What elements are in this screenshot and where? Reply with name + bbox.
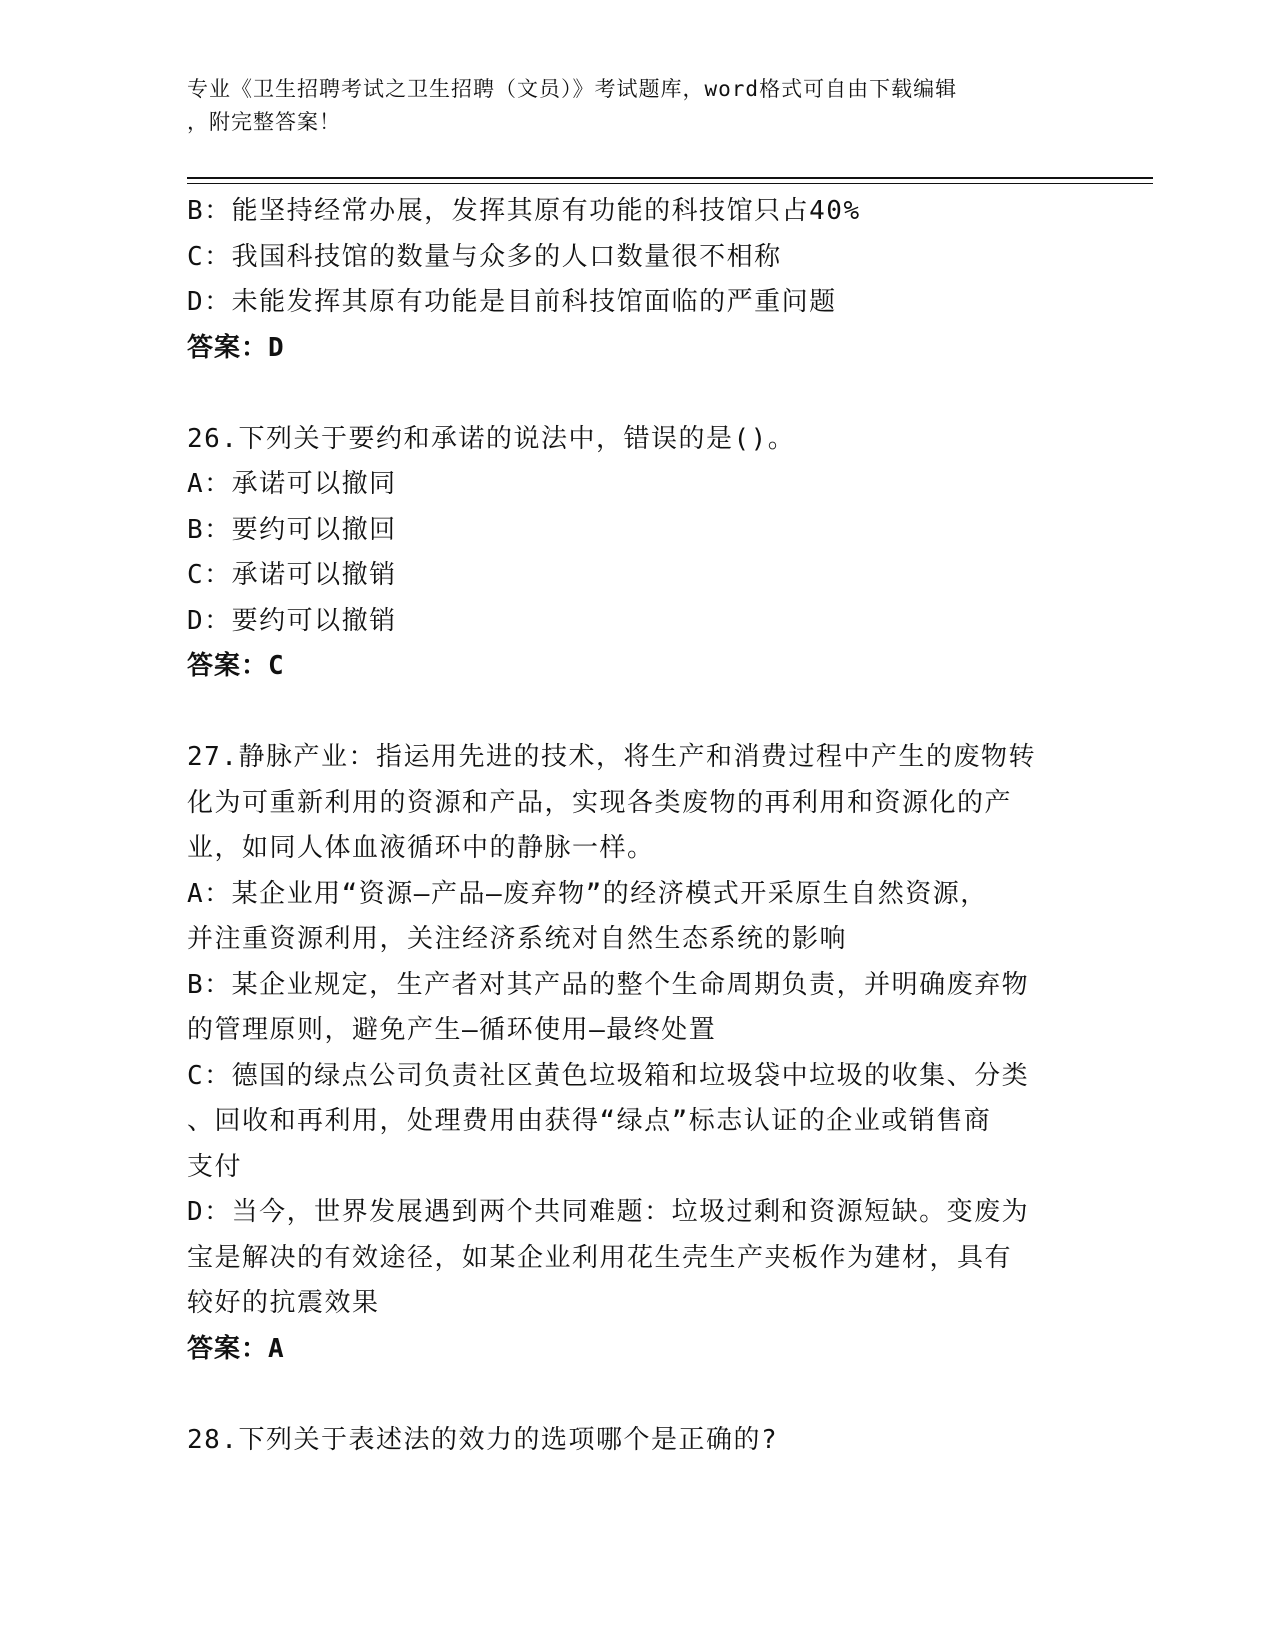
question-stem-line: 27.静脉产业：指运用先进的技术，将生产和消费过程中产生的废物转 [187,742,1036,772]
question-content [187,189,1087,1463]
question-spacer [187,1372,1087,1418]
option-b-line: 的管理原则，避免产生—循环使用—最终处置 [187,1015,717,1045]
question-25 [187,189,1087,371]
option-b: B：要约可以撤回 [187,514,397,545]
question-stem-line: 化为可重新利用的资源和产品，实现各类废物的再利用和资源化的产 [187,787,1013,818]
question-spacer [187,371,1087,417]
option-c-line: C：德国的绿点公司负责社区黄色垃圾箱和垃圾袋中垃圾的收集、分类 [187,1060,1030,1091]
header-line-1: 专业《卫生招聘考试之卫生招聘（文员）》考试题库，word格式可自由下载编辑 [187,77,958,101]
option-d-line: D：当今，世界发展遇到两个共同难题：垃圾过剩和资源短缺。变废为 [187,1197,1030,1227]
answer-line: 答案：D [187,332,285,363]
question-stem: 28.下列关于表述法的效力的选项哪个是正确的? [187,1424,779,1455]
header-divider-thick [187,177,1153,179]
option-d: D：要约可以撤销 [187,605,397,636]
question-26 [187,417,1087,690]
option-c-line: 、回收和再利用，处理费用由获得“绿点”标志认证的企业或销售商 [187,1106,992,1136]
option-d: D：未能发挥其原有功能是目前科技馆面临的严重问题 [187,287,837,317]
option-d-line: 较好的抗震效果 [187,1288,380,1318]
option-d-line: 宝是解决的有效途径，如某企业利用花生壳生产夹板作为建材，具有 [187,1242,1013,1273]
option-c: C：我国科技馆的数量与众多的人口数量很不相称 [187,241,782,272]
answer-line: 答案：C [187,651,285,681]
document-header [187,73,1067,139]
option-b-line: B：某企业规定，生产者对其产品的整个生命周期负责，并明确废弃物 [187,969,1030,1000]
option-a-line: A：某企业用“资源—产品—废弃物”的经济模式开采原生自然资源， [187,878,988,909]
answer-line: 答案：A [187,1333,285,1364]
question-stem-line: 业，如同人体血液循环中的静脉一样。 [187,833,655,863]
option-c-line: 支付 [187,1151,243,1182]
question-28 [187,1418,1087,1464]
header-divider-thin [187,183,1153,184]
question-27 [187,735,1087,1372]
question-spacer [187,690,1087,736]
option-c: C：承诺可以撤销 [187,560,397,590]
option-a-line: 并注重资源利用，关注经济系统对自然生态系统的影响 [187,924,848,954]
header-line-2: ，附完整答案！ [187,110,341,134]
option-b: B：能坚持经常办展，发挥其原有功能的科技馆只占40% [187,196,861,226]
option-a: A：承诺可以撤同 [187,469,397,499]
question-stem: 26.下列关于要约和承诺的说法中，错误的是()。 [187,423,796,454]
